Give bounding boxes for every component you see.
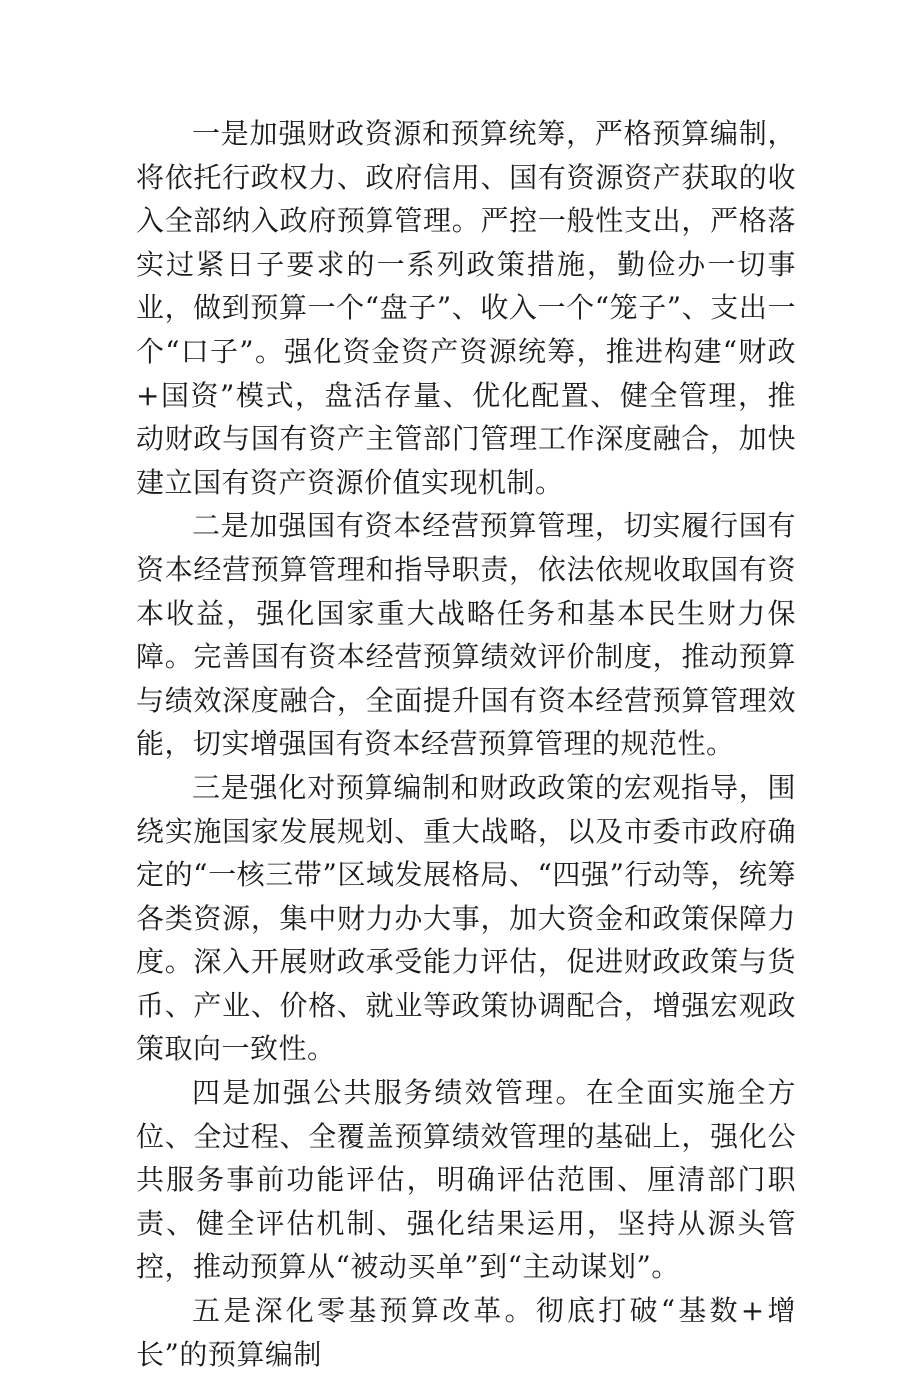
document-body <box>136 112 796 1376</box>
paragraph-5: 五是深化零基预算改革。彻底打破“基数+增长”的预算编制 <box>136 1294 796 1371</box>
paragraph-2: 二是加强国有资本经营预算管理，切实履行国有资本经营预算管理和指导职责，依法依规收取国有资本收益，强化国家重大战略任务和基本民生财力保障。完善国有资本经营预算绩效评价制度，推动预算与绩效深度融合，全面提升国有资本经营预算管理效能，切实增强国有资本经营预算管理的规范性。 <box>136 509 796 761</box>
paragraph-3: 三是强化对预算编制和财政政策的宏观指导，围绕实施国家发展规划、重大战略，以及市委市政府确定的“一核三带”区域发展格局、“四强”行动等，统筹各类资源，集中财力办大事，加大资金和政策保障力度。深入开展财政承受能力评估，促进财政政策与货币、产业、价格、就业等政策协调配合，增强宏观政策取向一致性。 <box>136 770 796 1066</box>
paragraph-4: 四是加强公共服务绩效管理。在全面实施全方位、全过程、全覆盖预算绩效管理的基础上，强化公共服务事前功能评估，明确评估范围、厘清部门职责、健全评估机制、强化结果运用，坚持从源头管控，推动预算从“被动买单”到“主动谋划”。 <box>136 1076 796 1284</box>
paragraph-1: 一是加强财政资源和预算统筹，严格预算编制，将依托行政权力、政府信用、国有资源资产获取的收入全部纳入政府预算管理。严控一般性支出，严格落实过紧日子要求的一系列政策措施，勤俭办一切事业，做到预算一个“盘子”、收入一个“笼子”、支出一个“口子”。强化资金资产资源统筹，推进构建“财政+国资”模式，盘活存量、优化配置、健全管理，推动财政与国有资产主管部门管理工作深度融合，加快建立国有资产资源价值实现机制。 <box>136 117 796 499</box>
